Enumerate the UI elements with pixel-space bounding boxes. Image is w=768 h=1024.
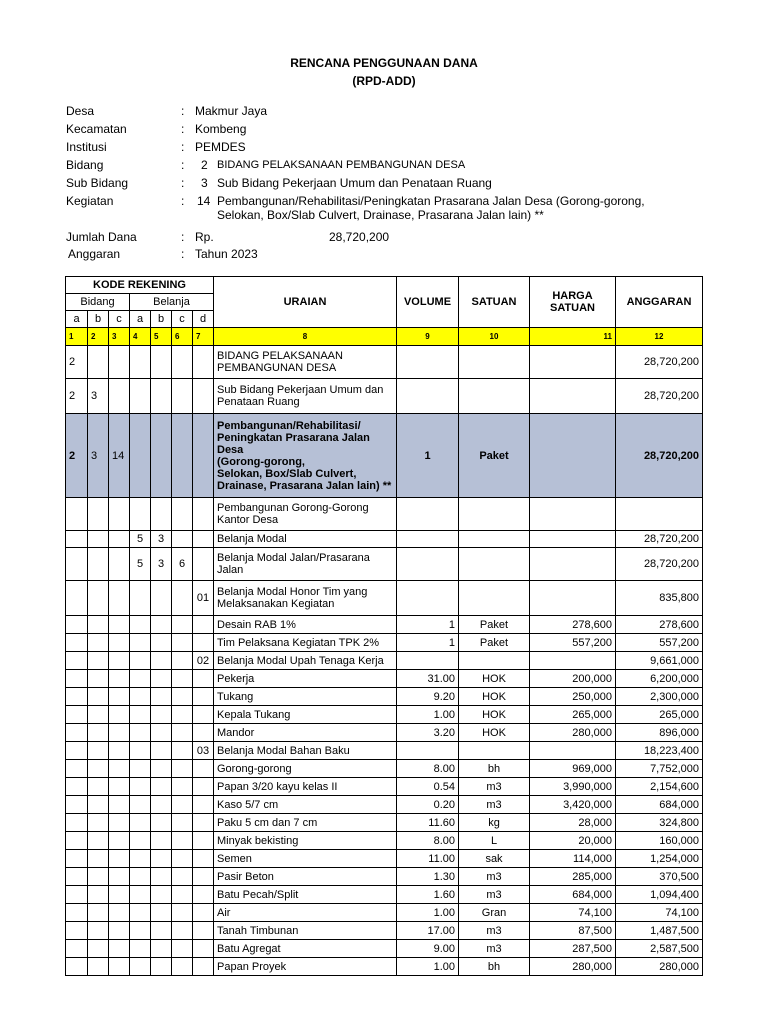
table-row [66, 796, 703, 814]
satuan-cell: HOK [459, 670, 530, 688]
col-num: 12 [616, 328, 703, 346]
code-bd [193, 616, 214, 634]
col-num: 10 [459, 328, 530, 346]
code-bb: 3 [151, 548, 172, 581]
anggaran-cell: 28,720,200 [616, 531, 703, 548]
table-row [66, 706, 703, 724]
info-label: Desa [66, 104, 95, 118]
volume-cell: 1.00 [397, 706, 459, 724]
uraian-cell: Tim Pelaksana Kegiatan TPK 2% [214, 634, 397, 652]
uraian-cell: Mandor [214, 724, 397, 742]
satuan-cell: bh [459, 760, 530, 778]
anggaran-cell: 28,720,200 [616, 379, 703, 414]
harga-satuan-cell: 28,000 [530, 814, 616, 832]
uraian-cell [214, 581, 397, 616]
table-row-sub-bidang [66, 379, 703, 414]
sub-header: b [88, 311, 109, 328]
uraian-cell: Kepala Tukang [214, 706, 397, 724]
anggaran-cell: 324,800 [616, 814, 703, 832]
volume-cell: 1 [397, 616, 459, 634]
harga-satuan-cell: 287,500 [530, 940, 616, 958]
col-num: 3 [109, 328, 130, 346]
info-value: PEMDES [195, 140, 246, 154]
harga-satuan-cell: 250,000 [530, 688, 616, 706]
code-ba: 5 [130, 548, 151, 581]
anggaran-cell: 2,154,600 [616, 778, 703, 796]
harga-satuan-cell [530, 742, 616, 760]
table-row [66, 760, 703, 778]
code-bd [193, 868, 214, 886]
anggaran-cell: 265,000 [616, 706, 703, 724]
uraian-line: Pembangunan/Rehabilitasi/ [217, 419, 361, 432]
volume-cell: 1 [397, 634, 459, 652]
sub-header: a [66, 311, 88, 328]
volume-header: VOLUME [397, 277, 459, 328]
volume-cell: 1.00 [397, 958, 459, 976]
info-label: Anggaran [68, 247, 121, 261]
sub-header: c [109, 311, 130, 328]
code-a: 2 [66, 346, 88, 379]
table-row [66, 634, 703, 652]
satuan-cell: Gran [459, 904, 530, 922]
code-bd [193, 958, 214, 976]
anggaran-cell: 835,800 [616, 581, 703, 616]
satuan-cell: m3 [459, 922, 530, 940]
satuan-cell: bh [459, 958, 530, 976]
uraian-cell: Papan Proyek [214, 958, 397, 976]
table-row-belanja-modal-jalan [66, 548, 703, 581]
volume-cell: 1.30 [397, 868, 459, 886]
uraian-cell [214, 498, 397, 531]
table-row-bidang [66, 346, 703, 379]
code-bd [193, 832, 214, 850]
uraian-line: Peningkatan Prasarana Jalan Desa [217, 431, 370, 456]
code-bd: 03 [193, 742, 214, 760]
anggaran-cell: 896,000 [616, 724, 703, 742]
table-row [66, 868, 703, 886]
document-subtitle: (RPD-ADD) [352, 74, 416, 88]
harga-satuan-cell: 278,600 [530, 616, 616, 634]
volume-cell: 3.20 [397, 724, 459, 742]
info-colon: : [181, 194, 185, 208]
anggaran-cell: 278,600 [616, 616, 703, 634]
column-number-row [66, 328, 703, 346]
satuan-cell: Paket [459, 634, 530, 652]
uraian-cell: Pasir Beton [214, 868, 397, 886]
header-row-1 [66, 277, 703, 294]
satuan-cell [459, 652, 530, 670]
volume-cell: 11.60 [397, 814, 459, 832]
satuan-cell: m3 [459, 778, 530, 796]
info-value: Kombeng [195, 122, 247, 136]
volume-cell: 0.54 [397, 778, 459, 796]
uraian-line: Belanja Modal Jalan/Prasarana [217, 552, 370, 564]
harga-satuan-cell: 74,100 [530, 904, 616, 922]
uraian-line: BIDANG PELAKSANAAN [217, 350, 343, 362]
code-b: 3 [88, 379, 109, 414]
info-colon: : [181, 158, 185, 172]
table-row [66, 886, 703, 904]
code-bd [193, 850, 214, 868]
volume-cell: 8.00 [397, 760, 459, 778]
col-num: 4 [130, 328, 151, 346]
code-bd [193, 796, 214, 814]
table-row [66, 742, 703, 760]
table-row [66, 922, 703, 940]
code-bd [193, 688, 214, 706]
harga-satuan-cell: 280,000 [530, 724, 616, 742]
info-colon: : [181, 176, 185, 190]
document-title: RENCANA PENGGUNAAN DANA [290, 56, 478, 70]
info-label: Sub Bidang [66, 176, 129, 190]
uraian-cell: Batu Agregat [214, 940, 397, 958]
table-row [66, 616, 703, 634]
sub-header: c [172, 311, 193, 328]
code-bb: 3 [151, 531, 172, 548]
uraian-cell: Papan 3/20 kayu kelas II [214, 778, 397, 796]
harga-satuan-cell: 114,000 [530, 850, 616, 868]
code-a: 2 [66, 414, 88, 498]
info-label: Kecamatan [66, 122, 127, 136]
volume-cell: 17.00 [397, 922, 459, 940]
uraian-line: Penataan Ruang [217, 396, 300, 408]
code-bd [193, 940, 214, 958]
code-bd [193, 814, 214, 832]
uraian-line: Sub Bidang Pekerjaan Umum dan [217, 384, 384, 396]
anggaran-cell: 557,200 [616, 634, 703, 652]
satuan-cell [459, 742, 530, 760]
uraian-line: PEMBANGUNAN DESA [217, 362, 337, 374]
info-label: Bidang [66, 158, 104, 172]
code-a: 2 [66, 379, 88, 414]
uraian-line: Belanja Modal Honor Tim yang [217, 586, 368, 598]
code-bd [193, 886, 214, 904]
code-bd [193, 670, 214, 688]
harga-satuan-cell: 3,420,000 [530, 796, 616, 814]
satuan-header: SATUAN [459, 277, 530, 328]
satuan-cell: m3 [459, 940, 530, 958]
anggaran-cell: 684,000 [616, 796, 703, 814]
info-currency: Rp. [195, 230, 214, 244]
uraian-cell: Belanja Modal Bahan Baku [214, 742, 397, 760]
volume-cell: 8.00 [397, 832, 459, 850]
table-row [66, 814, 703, 832]
satuan-cell: kg [459, 814, 530, 832]
info-value-line1: Pembangunan/Rehabilitasi/Peningkatan Prasarana Jalan Desa (Gorong-gorong, [217, 194, 645, 208]
col-num: 11 [530, 328, 616, 346]
anggaran-cell: 2,587,500 [616, 940, 703, 958]
harga-satuan-header: HARGA SATUAN [530, 277, 616, 328]
code-bd [193, 904, 214, 922]
table-row [66, 850, 703, 868]
info-value: Sub Bidang Pekerjaan Umum dan Penataan Ruang [217, 176, 492, 190]
uraian-cell: Minyak bekisting [214, 832, 397, 850]
col-num: 1 [66, 328, 88, 346]
kode-rekening-header: KODE REKENING [66, 277, 214, 294]
anggaran-cell: 370,500 [616, 868, 703, 886]
volume-cell: 9.00 [397, 940, 459, 958]
table-row-kegiatan [66, 414, 703, 498]
harga-satuan-cell: 20,000 [530, 832, 616, 850]
table-row-pembangunan [66, 498, 703, 531]
code-ba: 5 [130, 531, 151, 548]
code-bd [193, 706, 214, 724]
satuan-cell: HOK [459, 706, 530, 724]
anggaran-cell: 6,200,000 [616, 670, 703, 688]
harga-satuan-cell [530, 652, 616, 670]
satuan-cell: HOK [459, 724, 530, 742]
uraian-header: URAIAN [214, 277, 397, 328]
uraian-line: Melaksanakan Kegiatan [217, 598, 335, 610]
table-row [66, 652, 703, 670]
satuan-cell: Paket [459, 616, 530, 634]
info-label: Institusi [66, 140, 107, 154]
anggaran-cell: 2,300,000 [616, 688, 703, 706]
code-bd: 01 [193, 581, 214, 616]
volume-cell: 11.00 [397, 850, 459, 868]
bidang-header: Bidang [66, 294, 130, 311]
volume-cell [397, 742, 459, 760]
volume-cell [397, 652, 459, 670]
info-value: Tahun 2023 [195, 247, 258, 261]
harga-satuan-cell: 557,200 [530, 634, 616, 652]
uraian-line: Selokan, Box/Slab Culvert, [217, 467, 357, 480]
col-num: 6 [172, 328, 193, 346]
uraian-line: Drainase, Prasarana Jalan lain) ** [217, 479, 392, 492]
table-row [66, 670, 703, 688]
uraian-cell: Paku 5 cm dan 7 cm [214, 814, 397, 832]
uraian-cell [214, 379, 397, 414]
anggaran-cell: 28,720,200 [616, 414, 703, 498]
belanja-header: Belanja [130, 294, 214, 311]
table-row [66, 724, 703, 742]
satuan-cell: HOK [459, 688, 530, 706]
table-row [66, 778, 703, 796]
uraian-cell: Belanja Modal Upah Tenaga Kerja [214, 652, 397, 670]
anggaran-cell: 160,000 [616, 832, 703, 850]
satuan-cell: Paket [459, 414, 530, 498]
code-bd [193, 760, 214, 778]
info-colon: : [181, 122, 185, 136]
code-bd: 02 [193, 652, 214, 670]
table-row-honor-tim [66, 581, 703, 616]
info-value: 28,720,200 [329, 230, 390, 244]
table-row [66, 904, 703, 922]
sub-header: d [193, 311, 214, 328]
info-value-line2: Selokan, Box/Slab Culvert, Drainase, Prasarana Jalan lain) ** [217, 208, 544, 222]
code-bd [193, 778, 214, 796]
table-row [66, 832, 703, 850]
col-num: 7 [193, 328, 214, 346]
volume-cell: 0.20 [397, 796, 459, 814]
code-bc: 6 [172, 548, 193, 581]
code-bd [193, 724, 214, 742]
info-code: 14 [197, 194, 211, 208]
volume-cell: 9.20 [397, 688, 459, 706]
anggaran-cell: 28,720,200 [616, 548, 703, 581]
info-value: Makmur Jaya [195, 104, 268, 118]
anggaran-cell: 1,487,500 [616, 922, 703, 940]
code-c: 14 [109, 414, 130, 498]
uraian-cell: Desain RAB 1% [214, 616, 397, 634]
anggaran-header: ANGGARAN [616, 277, 703, 328]
satuan-cell: sak [459, 850, 530, 868]
harga-satuan-cell: 280,000 [530, 958, 616, 976]
sub-header: b [151, 311, 172, 328]
info-colon: : [181, 104, 185, 118]
harga-satuan-cell: 87,500 [530, 922, 616, 940]
uraian-cell: Semen [214, 850, 397, 868]
rpd-table [65, 276, 703, 976]
anggaran-cell: 28,720,200 [616, 346, 703, 379]
uraian-line: Pembangunan Gorong-Gorong [217, 502, 369, 514]
uraian-cell: Gorong-gorong [214, 760, 397, 778]
satuan-cell: m3 [459, 796, 530, 814]
table-row-belanja-modal [66, 531, 703, 548]
anggaran-cell: 9,661,000 [616, 652, 703, 670]
anggaran-cell: 1,094,400 [616, 886, 703, 904]
uraian-cell: Kaso 5/7 cm [214, 796, 397, 814]
uraian-cell [214, 414, 397, 498]
uraian-cell: Belanja Modal [214, 531, 397, 548]
uraian-cell [214, 548, 397, 581]
uraian-line: Kantor Desa [217, 514, 279, 526]
info-colon: : [181, 230, 185, 244]
harga-satuan-cell: 3,990,000 [530, 778, 616, 796]
info-colon: : [181, 140, 185, 154]
col-num: 2 [88, 328, 109, 346]
code-b: 3 [88, 414, 109, 498]
uraian-cell: Air [214, 904, 397, 922]
table-row [66, 688, 703, 706]
volume-cell: 1.00 [397, 904, 459, 922]
uraian-cell: Pekerja [214, 670, 397, 688]
info-colon: : [181, 247, 185, 261]
info-code: 3 [201, 176, 208, 190]
satuan-cell: m3 [459, 886, 530, 904]
harga-satuan-cell: 684,000 [530, 886, 616, 904]
harga-satuan-cell: 285,000 [530, 868, 616, 886]
harga-satuan-cell: 200,000 [530, 670, 616, 688]
volume-cell: 31.00 [397, 670, 459, 688]
info-code: 2 [201, 158, 208, 172]
info-value: BIDANG PELAKSANAAN PEMBANGUNAN DESA [217, 159, 466, 171]
uraian-cell: Batu Pecah/Split [214, 886, 397, 904]
info-label: Jumlah Dana [66, 230, 137, 244]
satuan-cell: L [459, 832, 530, 850]
uraian-cell: Tukang [214, 688, 397, 706]
harga-satuan-cell: 969,000 [530, 760, 616, 778]
uraian-cell [214, 346, 397, 379]
satuan-cell: m3 [459, 868, 530, 886]
col-num: 5 [151, 328, 172, 346]
volume-cell: 1 [397, 414, 459, 498]
info-label: Kegiatan [66, 194, 114, 208]
volume-cell: 1.60 [397, 886, 459, 904]
sub-header: a [130, 311, 151, 328]
table-row [66, 940, 703, 958]
uraian-line: (Gorong-gorong, [217, 455, 305, 468]
uraian-cell: Tanah Timbunan [214, 922, 397, 940]
code-bd [193, 634, 214, 652]
anggaran-cell: 1,254,000 [616, 850, 703, 868]
uraian-line: Jalan [217, 564, 244, 576]
col-num: 9 [397, 328, 459, 346]
anggaran-cell: 18,223,400 [616, 742, 703, 760]
anggaran-cell: 74,100 [616, 904, 703, 922]
table-row [66, 958, 703, 976]
anggaran-cell: 7,752,000 [616, 760, 703, 778]
col-num: 8 [214, 328, 397, 346]
harga-satuan-cell: 265,000 [530, 706, 616, 724]
anggaran-cell: 280,000 [616, 958, 703, 976]
code-bd [193, 922, 214, 940]
